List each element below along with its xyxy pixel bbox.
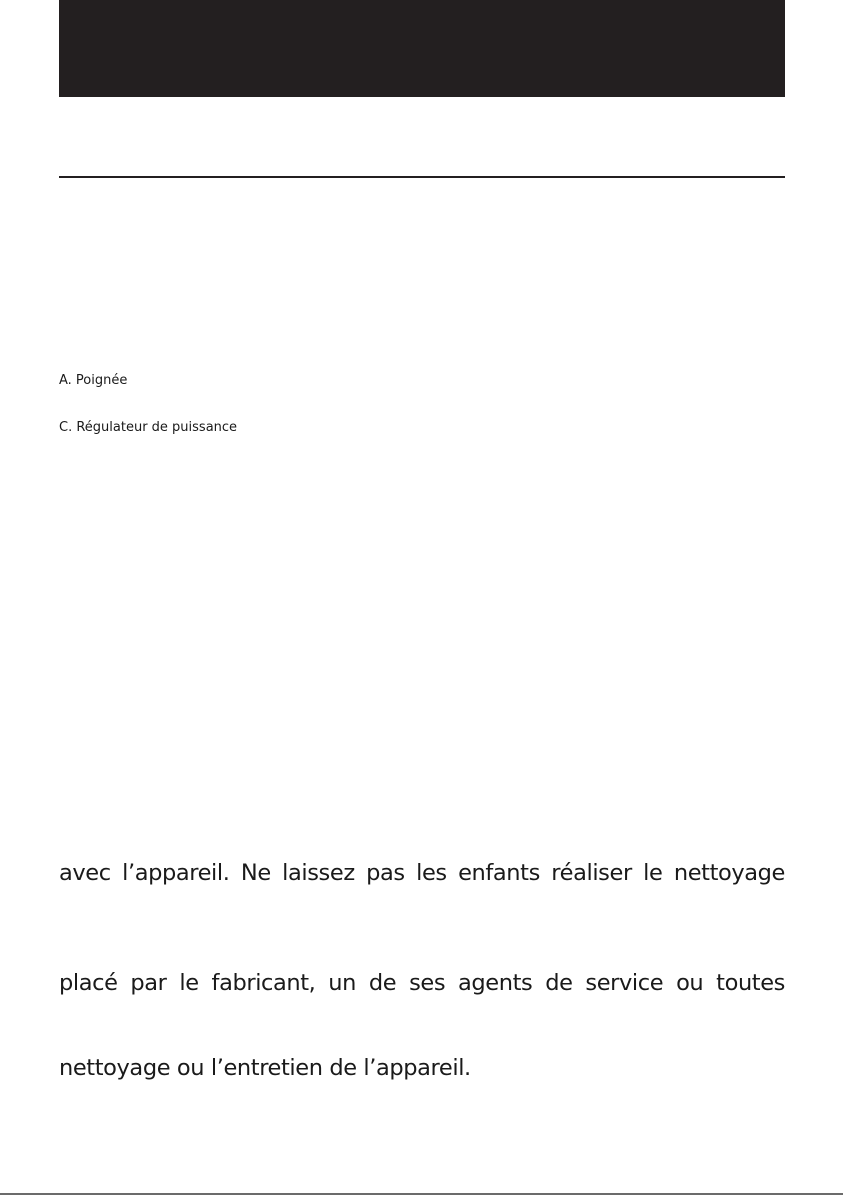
part-label-power-regulator: C. Régulateur de puissance [59,420,238,435]
part-label-handle: A. Poignée [59,373,128,388]
header-band [59,0,785,97]
title-divider [59,176,785,178]
body-text-line: nettoyage ou l’entretien de l’appareil. [59,1055,471,1081]
body-text-line: placé par le fabricant, un de ses agents de service ou toutes [59,970,785,996]
body-text-line: avec l’appareil. Ne laissez pas les enfants réaliser le nettoyage [59,860,785,886]
parts-list [59,372,237,466]
